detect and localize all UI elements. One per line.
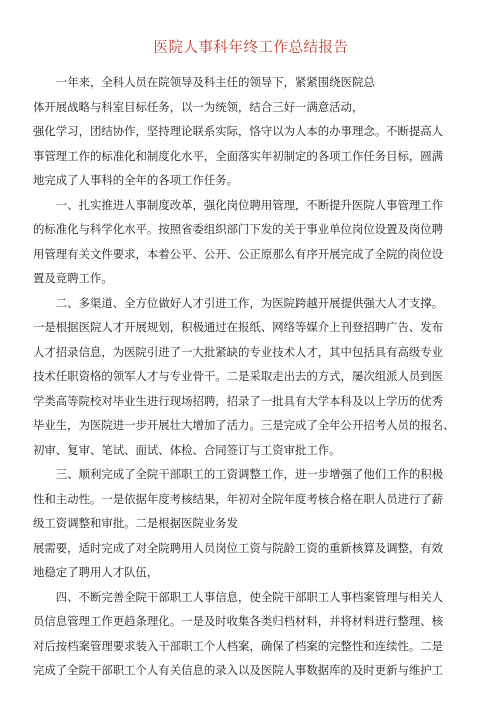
body-line: 强化学习，团结协作，坚持理论联系实际，恪守以为人本的办事理念。不断提高人: [33, 124, 444, 138]
document-page: [33, 38, 469, 683]
body-line: 事管理工作的标准化和制度化水平，全面落实年初制定的各项工作任务目标，圆满: [33, 148, 444, 163]
body-line: 完成了全院干部职工个人有关信息的录入以及医院人事数据库的及时更新与维护工: [33, 663, 444, 677]
body-line: 性和主动性。一是依据年度考核结果，年初对全院年度考核合格在职人员进行了薪: [33, 491, 444, 506]
body-line: 用管理有关文件要求，本着公平、公开、公正原那么有序开展完成了全院的岗位设: [33, 246, 444, 261]
body-line: 二、多渠道、全方位做好人才引进工作，为医院跨越开展提供强大人才支撑。: [55, 295, 444, 310]
body-line: 员信息管理工作更趋条理化。一是及时收集各类归档材料，并将材料进行整理、核: [33, 614, 444, 628]
body-line: 技术任职资格的领军人才与专业骨干。二是采取走出去的方式，屡次组派人员到医: [33, 369, 444, 383]
body-line: 四、不断完善全院干部职工人事信息，使全院干部职工人事档案管理与相关人: [55, 589, 444, 604]
body-line: 学类高等院校对毕业生进行现场招聘，招录了一批具有大学本科及以上学历的优秀: [33, 393, 444, 408]
body-line: 一、扎实推进人事制度改革，强化岗位聘用管理，不断提升医院人事管理工作: [55, 197, 444, 212]
body-line: 地稳定了聘用人才队伍，: [33, 565, 159, 579]
body-line: 初审、复审、笔试、面试、体检、合同签订与工资审批工作。: [33, 442, 341, 457]
document-body: [33, 70, 469, 683]
body-line: 人才招录信息，为医院引进了一大批紧缺的专业技术人才，其中包括具有高级专业: [33, 344, 444, 359]
body-line: 毕业生，为医院进一步开展壮大增加了活力。三是完成了全年公开招考人员的报名、: [33, 418, 455, 432]
body-line: 三、顺利完成了全院干部职工的工资调整工作，进一步增强了他们工作的积极: [55, 467, 444, 481]
body-line: 置及竞聘工作。: [33, 271, 113, 285]
body-line: 地完成了人事科的全年的各项工作任务。: [33, 173, 239, 187]
body-line: 对后按档案管理要求装入干部职工个人档案，确保了档案的完整性和连续性。二是: [33, 638, 444, 653]
body-line: 级工资调整和审批。二是根据医院业务发: [33, 516, 239, 530]
body-line: 一年来，全科人员在院领导及科主任的领导下，紧紧围绕医院总: [55, 75, 375, 89]
body-line: 体开展战略与科室目标任务，以一为统领，结合三好一满意活动，: [33, 99, 364, 114]
body-line: 一是根据医院人才开展规划，积极通过在报纸、网络等媒介上刊登招聘广告、发布: [33, 320, 444, 334]
document-title: 医院人事科年终工作总结报告: [153, 40, 349, 56]
body-line: 的标准化与科学化水平。按照省委组织部门下发的关于事业单位岗位设置及岗位聘: [33, 222, 444, 236]
body-line: 展需要，适时完成了对全院聘用人员岗位工资与院龄工资的重新核算及调整，有效: [33, 540, 444, 555]
